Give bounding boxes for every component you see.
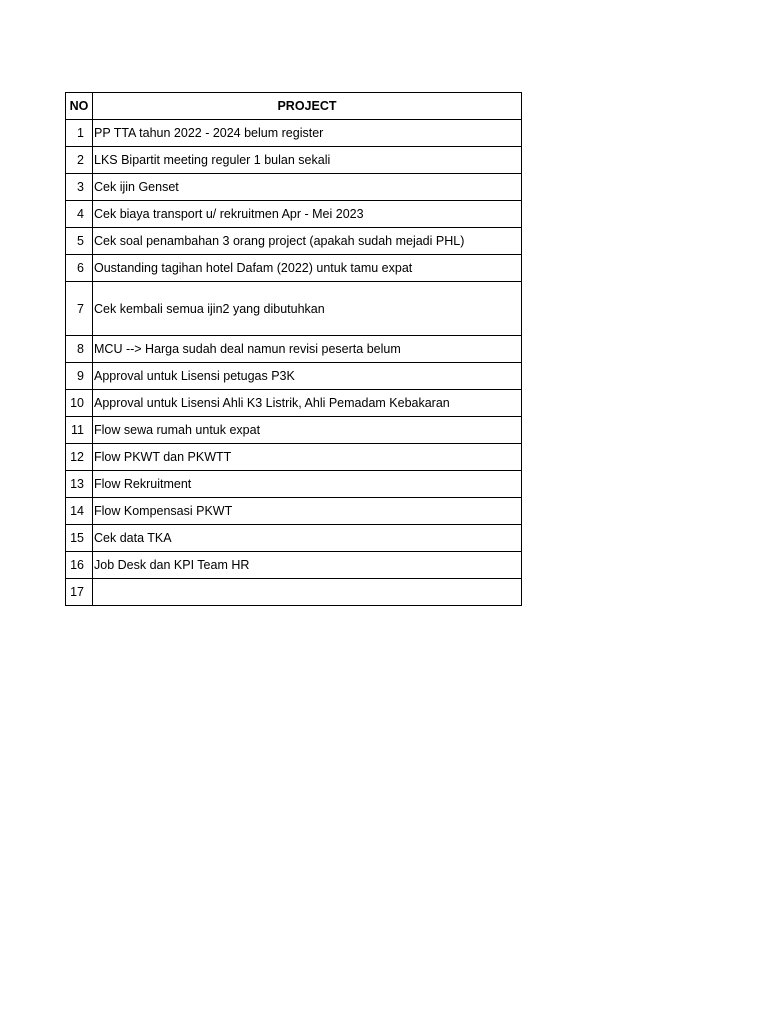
row-number: 16 bbox=[66, 552, 93, 579]
table-row bbox=[66, 201, 522, 228]
project-cell: LKS Bipartit meeting reguler 1 bulan sekali bbox=[93, 147, 522, 174]
project-cell: Flow PKWT dan PKWTT bbox=[93, 444, 522, 471]
table-row bbox=[66, 525, 522, 552]
row-number: 9 bbox=[66, 363, 93, 390]
row-number: 10 bbox=[66, 390, 93, 417]
project-cell: Job Desk dan KPI Team HR bbox=[93, 552, 522, 579]
table-row bbox=[66, 390, 522, 417]
row-number: 4 bbox=[66, 201, 93, 228]
project-cell: PP TTA tahun 2022 - 2024 belum register bbox=[93, 120, 522, 147]
project-cell: Approval untuk Lisensi Ahli K3 Listrik, Ahli Pemadam Kebakaran bbox=[93, 390, 522, 417]
row-number: 3 bbox=[66, 174, 93, 201]
project-cell: Approval untuk Lisensi petugas P3K bbox=[93, 363, 522, 390]
project-cell: Cek ijin Genset bbox=[93, 174, 522, 201]
table-row bbox=[66, 471, 522, 498]
row-number: 15 bbox=[66, 525, 93, 552]
project-cell: MCU --> Harga sudah deal namun revisi peserta belum bbox=[93, 336, 522, 363]
header-project: PROJECT bbox=[93, 93, 522, 120]
project-cell: Cek data TKA bbox=[93, 525, 522, 552]
header-row bbox=[66, 93, 522, 120]
row-number: 12 bbox=[66, 444, 93, 471]
table-row bbox=[66, 363, 522, 390]
project-cell: Flow sewa rumah untuk expat bbox=[93, 417, 522, 444]
table-row bbox=[66, 282, 522, 336]
project-cell: Oustanding tagihan hotel Dafam (2022) untuk tamu expat bbox=[93, 255, 522, 282]
project-cell: Cek kembali semua ijin2 yang dibutuhkan bbox=[93, 282, 522, 336]
row-number: 5 bbox=[66, 228, 93, 255]
header-no: NO bbox=[66, 93, 93, 120]
table-row bbox=[66, 444, 522, 471]
table-row bbox=[66, 336, 522, 363]
row-number: 6 bbox=[66, 255, 93, 282]
table-row bbox=[66, 417, 522, 444]
table-row bbox=[66, 228, 522, 255]
project-cell: Flow Kompensasi PKWT bbox=[93, 498, 522, 525]
table-row bbox=[66, 498, 522, 525]
project-table bbox=[65, 92, 522, 606]
row-number: 14 bbox=[66, 498, 93, 525]
table-row bbox=[66, 552, 522, 579]
row-number: 17 bbox=[66, 579, 93, 606]
table-row bbox=[66, 174, 522, 201]
table-row bbox=[66, 579, 522, 606]
table-row bbox=[66, 255, 522, 282]
row-number: 1 bbox=[66, 120, 93, 147]
project-sheet bbox=[65, 92, 521, 606]
project-cell: Cek biaya transport u/ rekruitmen Apr - Mei 2023 bbox=[93, 201, 522, 228]
project-cell: Cek soal penambahan 3 orang project (apakah sudah mejadi PHL) bbox=[93, 228, 522, 255]
table-row bbox=[66, 120, 522, 147]
row-number: 8 bbox=[66, 336, 93, 363]
row-number: 7 bbox=[66, 282, 93, 336]
table-row bbox=[66, 147, 522, 174]
row-number: 2 bbox=[66, 147, 93, 174]
row-number: 11 bbox=[66, 417, 93, 444]
project-cell: Flow Rekruitment bbox=[93, 471, 522, 498]
project-cell bbox=[93, 579, 522, 606]
row-number: 13 bbox=[66, 471, 93, 498]
